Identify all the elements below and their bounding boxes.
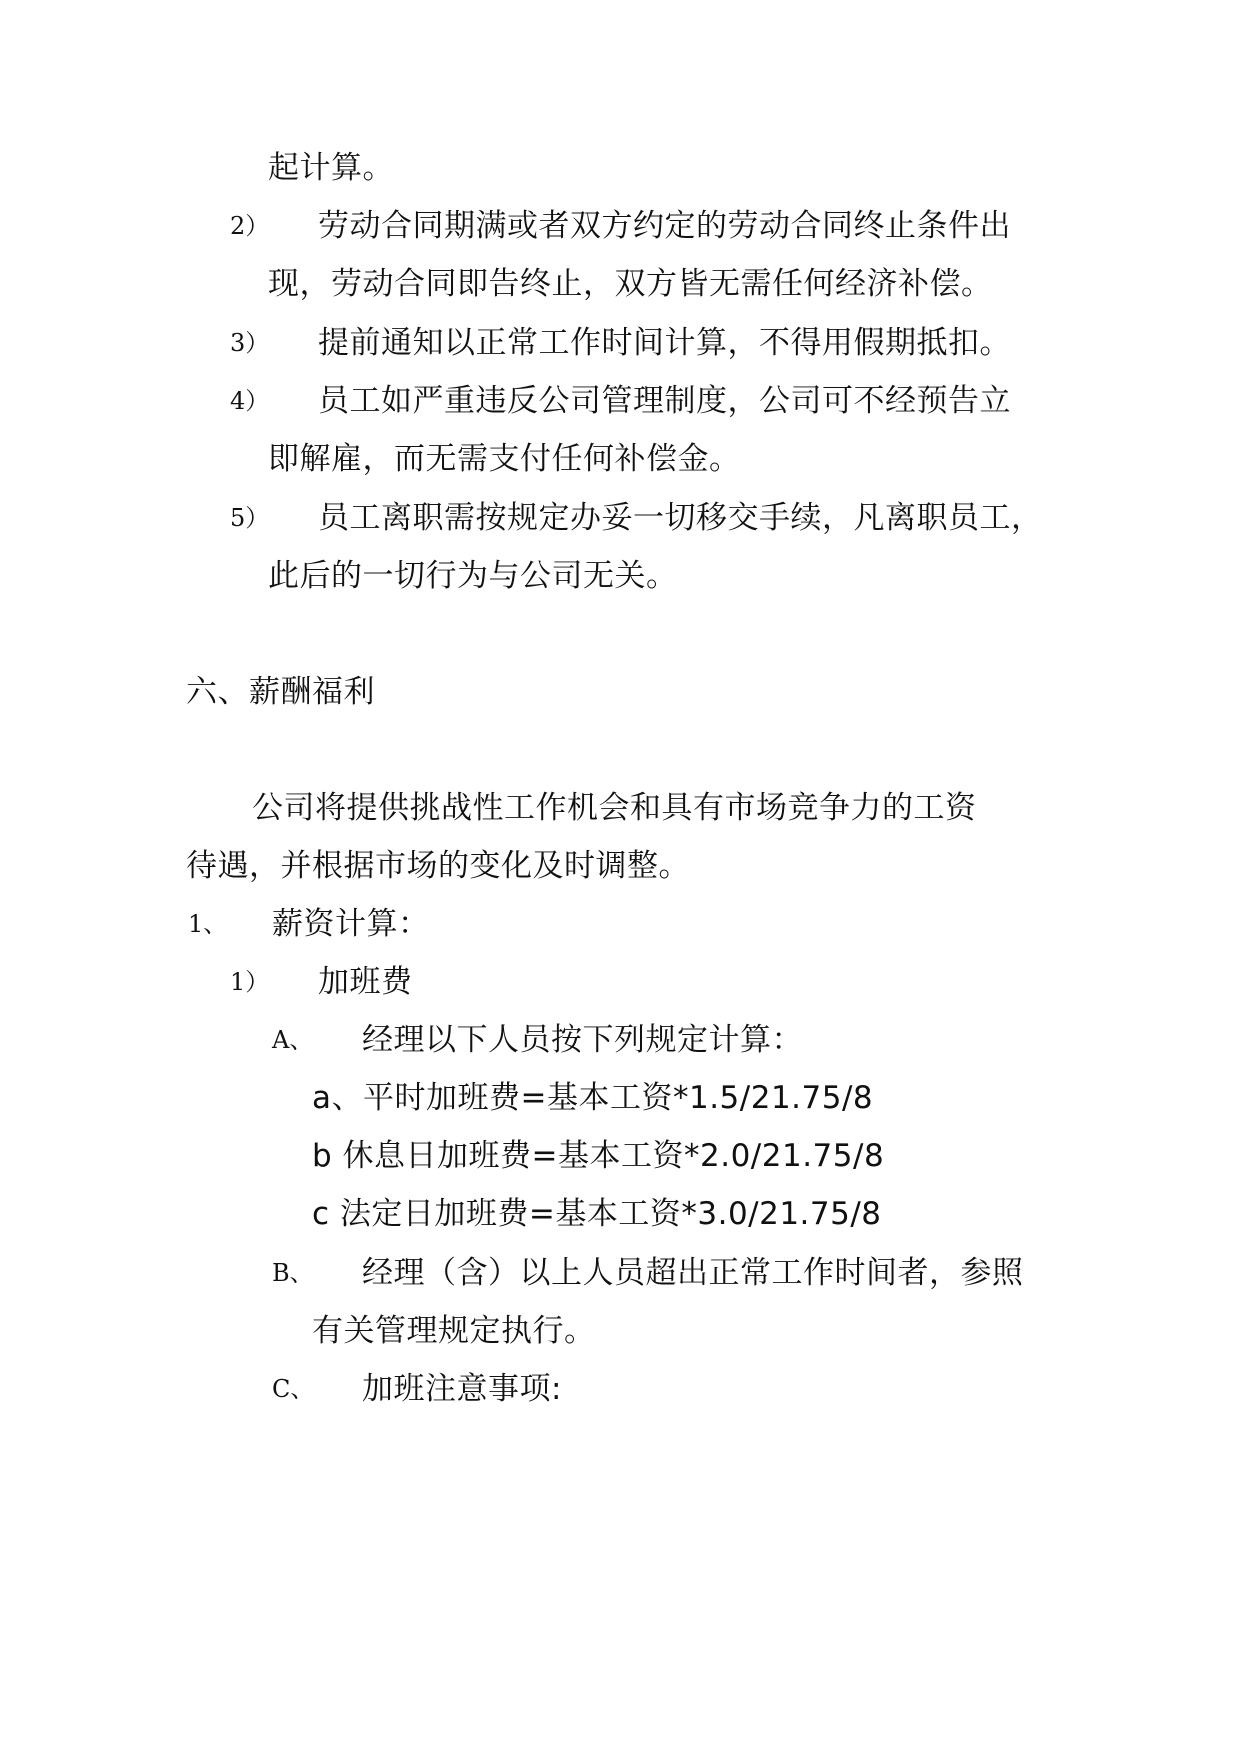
point-c-number: C、: [272, 1375, 315, 1403]
item-2-number: 2）: [230, 212, 270, 240]
point-b-line1: 经理（含）以上人员超出正常工作时间者，参照: [362, 1255, 1024, 1291]
item1-tail-text: 起计算。: [268, 150, 394, 186]
point-c-label: 加班注意事项:: [362, 1371, 562, 1407]
item-4-line1: 员工如严重违反公司管理制度，公司可不经预告立: [318, 383, 1011, 419]
formula-rest-day: b 休息日加班费=基本工资*2.0/21.75/8: [312, 1138, 885, 1174]
point-a-label: 经理以下人员按下列规定计算：: [362, 1022, 803, 1058]
item-4-number: 4）: [230, 387, 270, 415]
item-4-line2: 即解雇，而无需支付任何补偿金。: [268, 441, 741, 477]
item-5-line2: 此后的一切行为与公司无关。: [268, 558, 678, 594]
point-b-number: B、: [272, 1259, 314, 1287]
item-5-line1: 员工离职需按规定办妥一切移交手续，凡离职员工，: [318, 500, 1043, 536]
formula-weekday: a、平时加班费=基本工资*1.5/21.75/8: [312, 1080, 874, 1116]
item-5-number: 5）: [230, 504, 270, 532]
section-6-title: 六、薪酬福利: [186, 674, 375, 710]
item-2-line1: 劳动合同期满或者双方约定的劳动合同终止条件出: [318, 208, 1011, 244]
item-2-line2: 现，劳动合同即告终止，双方皆无需任何经济补偿。: [268, 266, 993, 302]
point-b-line2: 有关管理规定执行。: [312, 1313, 596, 1349]
formula-holiday: c 法定日加班费=基本工资*3.0/21.75/8: [312, 1196, 882, 1232]
section-6-intro-line2: 待遇，并根据市场的变化及时调整。: [186, 848, 690, 884]
item-1-label: 薪资计算：: [272, 906, 430, 942]
sub-1-number: 1）: [230, 968, 270, 996]
sub-1-label: 加班费: [318, 964, 413, 1000]
section-6-intro-line1: 公司将提供挑战性工作机会和具有市场竞争力的工资: [252, 790, 977, 826]
item-3-line1: 提前通知以正常工作时间计算，不得用假期抵扣。: [318, 325, 1011, 361]
item-3-number: 3）: [230, 329, 270, 357]
point-a-number: A、: [272, 1026, 314, 1054]
item-1-number: 1、: [188, 910, 228, 938]
